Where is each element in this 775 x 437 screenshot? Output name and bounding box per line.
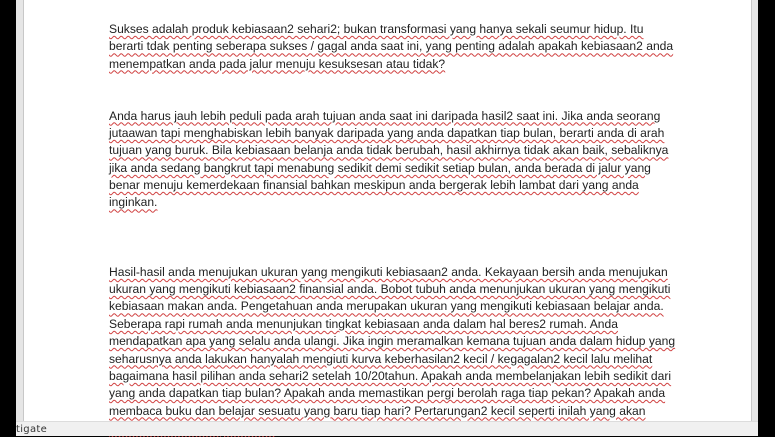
text-line: jika anda sedang bangkrut tapi menabung sedikit demi sedikit setiap bulan, anda berada di jalur yang	[109, 160, 651, 175]
text-line: inginkan.	[109, 195, 158, 210]
text-line: Anda harus jauh lebih peduli pada arah tujuan anda saat ini daripada hasil2 saat ini. Jika anda seorang	[109, 108, 661, 123]
text-line: Sukses adalah produk kebiasaan2 sehari2; bukan transformasi yang hanya sekali seumur hidup. Itu	[109, 22, 644, 36]
paragraph-3[interactable]	[109, 264, 676, 437]
text-line: membaca buku dan belajar sesuatu yang baru tiap hari? Pertarungan2 kecil seperti inilah yang akan	[109, 403, 646, 418]
text-line: kebiasaan makan anda. Pengetahuan anda merupakan ukuran yang mengikuti kebiasaan belajar anda.	[109, 299, 664, 314]
text-line: mendapatkan apa yang selalu anda ulangi. Jika ingin meramalkan kemana tujuan anda dalam hidup yang	[109, 334, 676, 349]
text-line: Hasil-hasil anda menujukan ukuran yang mengikuti kebiasaan2 anda. Kekayaan bersih anda menujukan	[109, 264, 668, 279]
status-bar	[16, 421, 758, 436]
document-page[interactable]	[23, 0, 752, 421]
text-line: ukuran yang mengikuti kebiasaan2 finansial anda. Bobot tubuh anda menunjukan ukuran yang mengikuti	[109, 282, 671, 297]
canvas-margin-right	[752, 0, 758, 421]
status-bar-text: tigate	[16, 424, 48, 435]
text-line: menempatkan anda pada jalur menuju kesuksesan atau tidak?	[109, 56, 446, 71]
text-line: tujuan yang buruk. Bila kebiasaan belanja anda tidak berubah, hasil akhirnya tidak akan baik, sebaliknya	[109, 143, 669, 158]
text-line: jutaawan tapi menghabiskan lebih banyak daripada yang anda dapatkan tiap bulan, berarti anda di arah	[109, 126, 665, 141]
text-line: benar menuju kemerdekaan finansial bahkan meskipun anda bergerak lebih lambat dari yang anda	[109, 178, 639, 193]
paragraph-1[interactable]	[109, 21, 674, 73]
text-line: yang anda dapatkan tiap bulan? Apakah anda memastikan pergi berolah raga tiap pekan? Apakah anda	[109, 386, 666, 401]
text-line: berarti tdak penting seberapa sukses / gagal anda saat ini, yang penting adalah apakah kebiasaan2 anda	[109, 39, 674, 54]
paragraph-2[interactable]	[109, 108, 669, 212]
text-line: seharusnya anda lakukan hanyalah mengiuti kurva keberhasilan2 kecil / kegagalan2 kecil lalu melihat	[109, 351, 653, 366]
text-line: bagaimana hasil pilihan anda sehari2 setelah 10/20tahun. Apakah anda membelanjakan lebih sedikit dari	[109, 368, 672, 383]
text-line: Seberapa rapi rumah anda menunjukan tingkat kebiasaan anda dalam hal beres2 rumah. Anda	[109, 316, 618, 331]
document-body[interactable]	[109, 21, 676, 437]
canvas-margin-left	[16, 0, 23, 421]
